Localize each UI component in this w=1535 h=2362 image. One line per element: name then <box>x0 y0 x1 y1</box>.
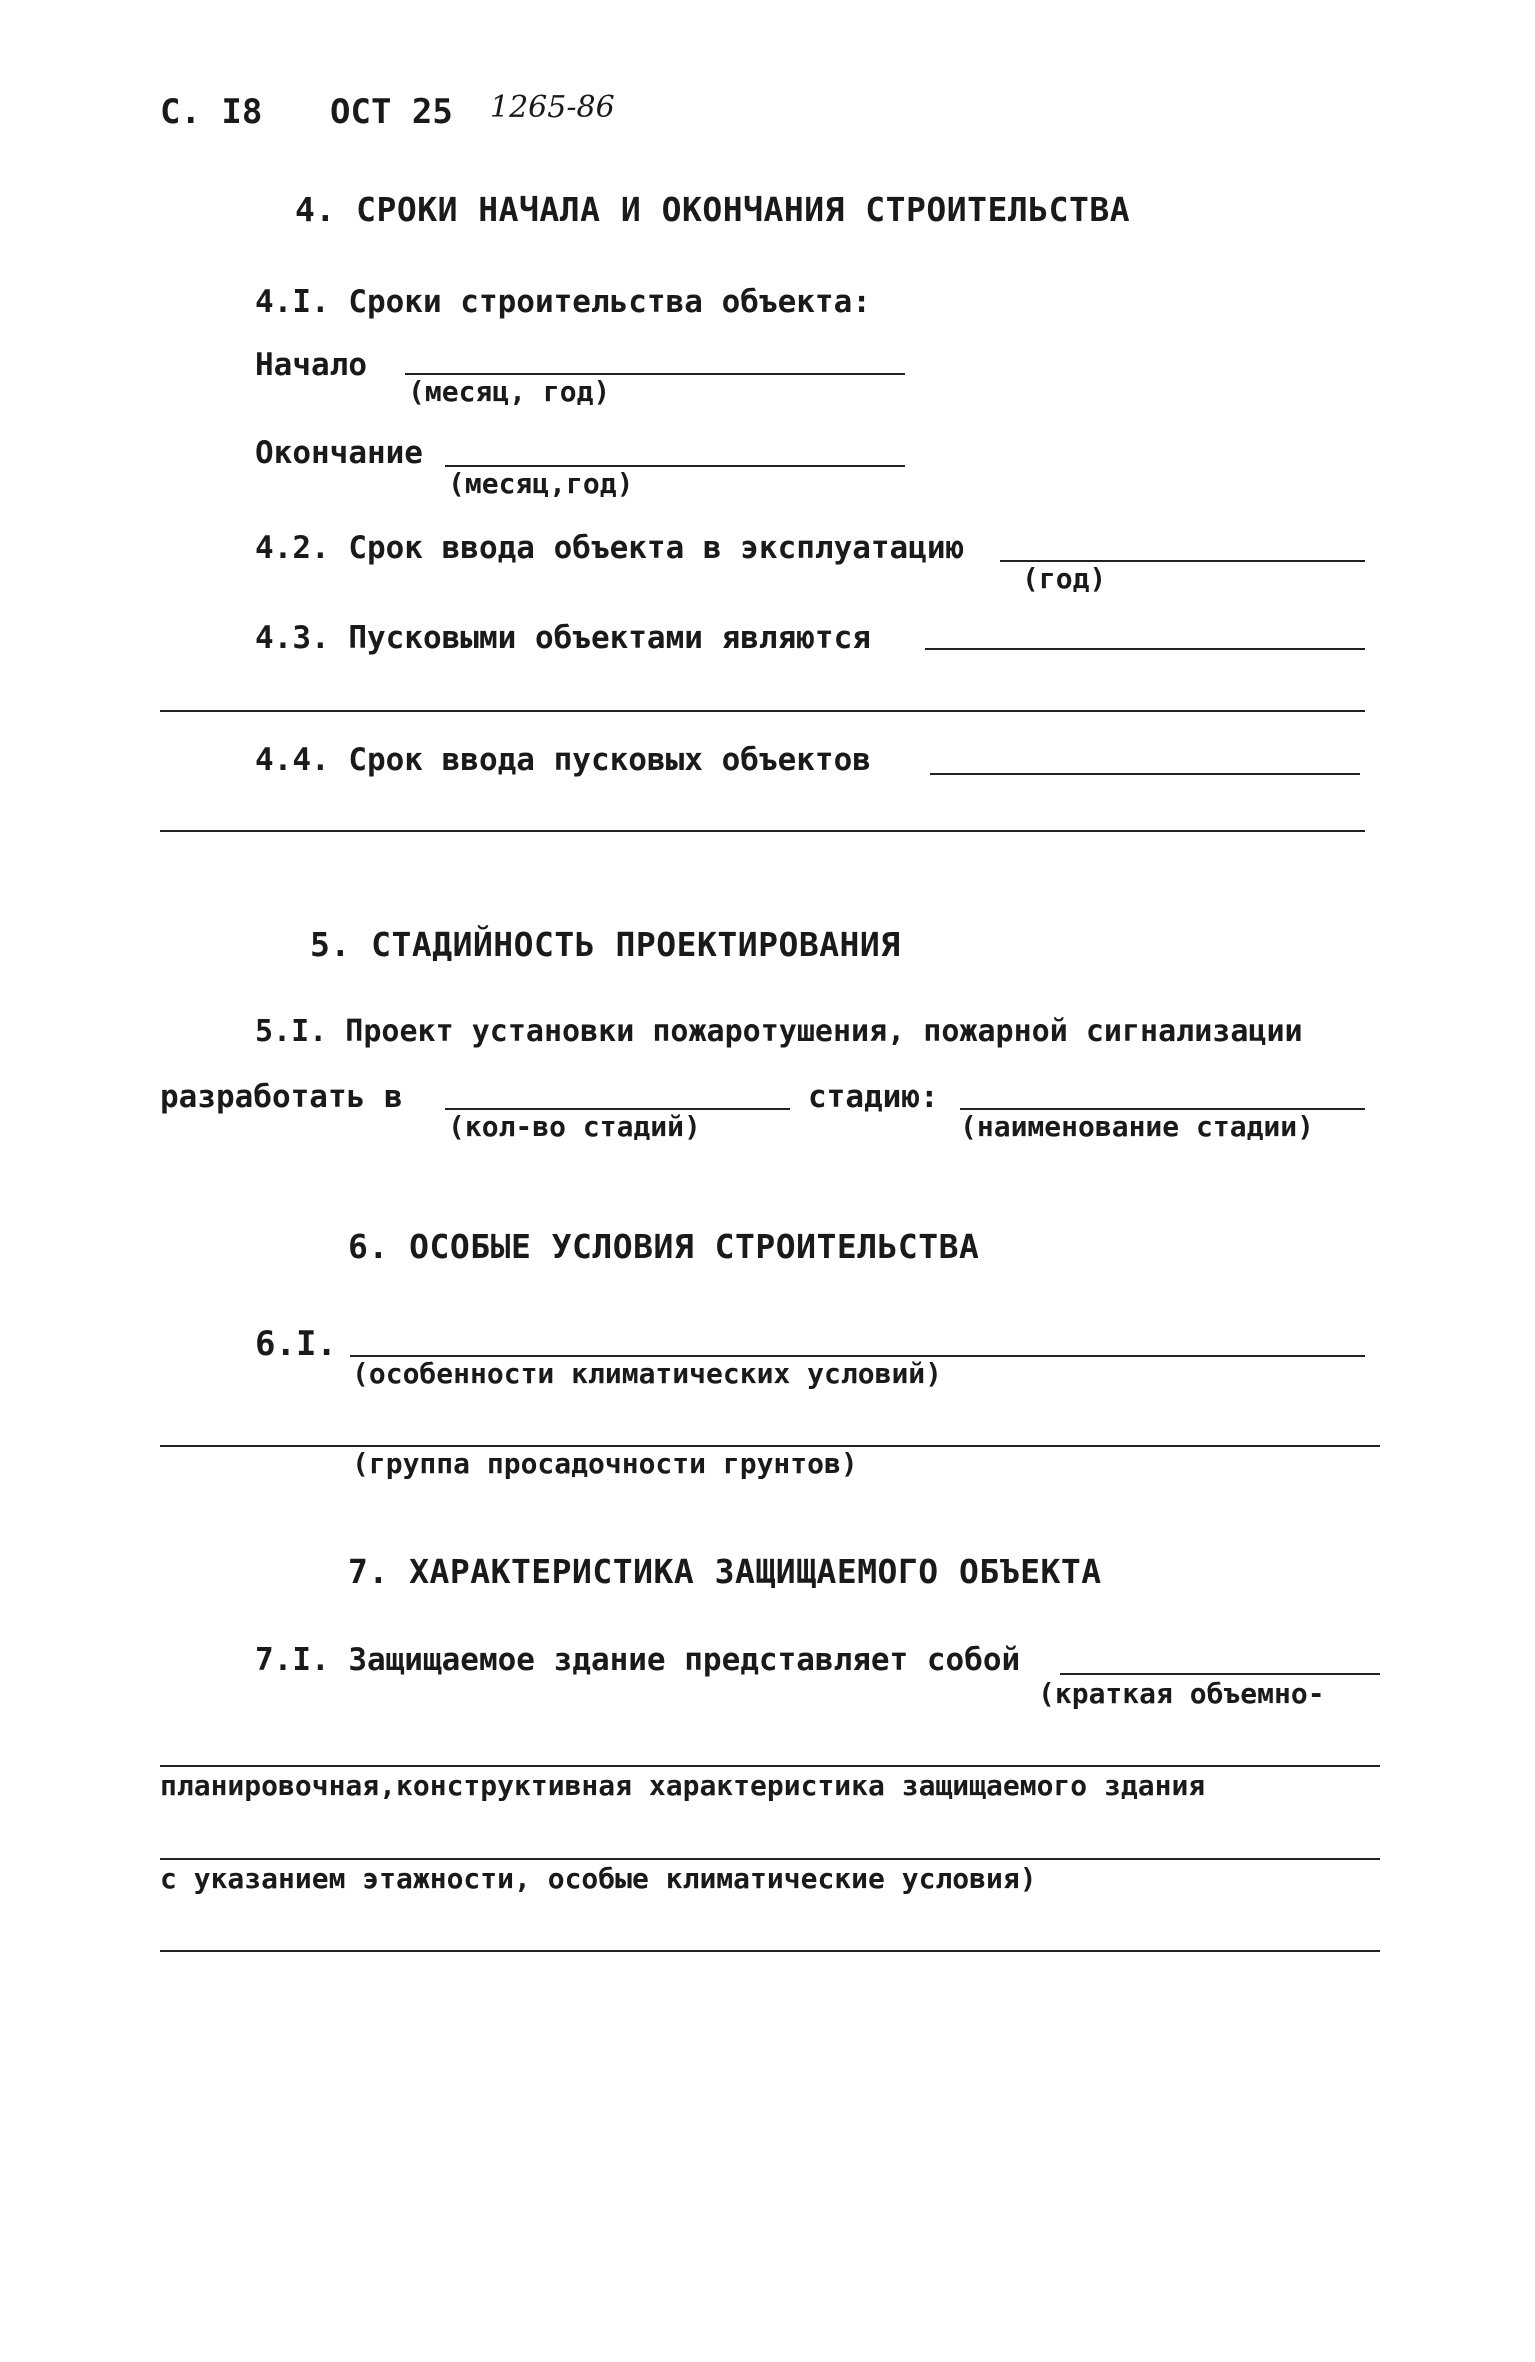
stage-count-caption: (кол-во стадий) <box>448 1110 701 1143</box>
standard-code: ОСТ 25 <box>330 92 453 132</box>
object-description-line-3[interactable] <box>160 1858 1380 1860</box>
startup-deadline-line[interactable] <box>930 773 1360 775</box>
item-5-1-line2b: стадию: <box>808 1079 939 1115</box>
item-4-2: 4.2. Срок ввода объекта в эксплуатацию <box>255 530 965 566</box>
startup-objects-line[interactable] <box>925 648 1365 650</box>
section-5-title: 5. СТАДИЙНОСТЬ ПРОЕКТИРОВАНИЯ <box>310 925 901 964</box>
item-7-1: 7.I. Защищаемое здание представляет собой <box>255 1642 1021 1678</box>
item-4-3: 4.3. Пусковыми объектами являются <box>255 620 871 656</box>
object-description-caption-3: с указанием этажности, особые климатические условия) <box>160 1862 1037 1895</box>
soil-caption: (группа просадочности грунтов) <box>352 1447 858 1480</box>
start-caption: (месяц, год) <box>408 375 611 408</box>
startup-deadline-line-2[interactable] <box>160 830 1365 832</box>
startup-objects-line-2[interactable] <box>160 710 1365 712</box>
end-label: Окончание <box>255 435 423 471</box>
object-description-line-2[interactable] <box>160 1765 1380 1767</box>
item-4-4: 4.4. Срок ввода пусковых объектов <box>255 742 871 778</box>
standard-number-handwritten: 1265-86 <box>490 90 615 125</box>
section-7-title: 7. ХАРАКТЕРИСТИКА ЗАЩИЩАЕМОГО ОБЪЕКТА <box>348 1552 1102 1591</box>
item-5-1-line2a: разработать в <box>160 1079 403 1115</box>
item-4-1: 4.I. Сроки строительства объекта: <box>255 284 871 320</box>
page-number: С. I8 <box>160 92 263 132</box>
stage-name-caption: (наименование стадии) <box>960 1110 1315 1143</box>
section-6-title: 6. ОСОБЫЕ УСЛОВИЯ СТРОИТЕЛЬСТВА <box>348 1227 980 1266</box>
item-5-1-line1: 5.I. Проект установки пожаротушения, пожарной сигнализации <box>255 1014 1303 1049</box>
object-description-caption-1: (краткая объемно- <box>1038 1677 1325 1710</box>
end-caption: (месяц,год) <box>448 467 634 500</box>
object-description-line[interactable] <box>1060 1673 1380 1675</box>
climate-caption: (особенности климатических условий) <box>352 1357 943 1390</box>
start-label: Начало <box>255 347 367 383</box>
commissioning-year-caption: (год) <box>1022 562 1107 595</box>
item-6-1: 6.I. <box>255 1324 337 1364</box>
section-4-title: 4. СРОКИ НАЧАЛА И ОКОНЧАНИЯ СТРОИТЕЛЬСТВА <box>295 190 1131 229</box>
object-description-line-4[interactable] <box>160 1950 1380 1952</box>
object-description-caption-2: планировочная,конструктивная характеристика защищаемого здания <box>160 1769 1206 1802</box>
